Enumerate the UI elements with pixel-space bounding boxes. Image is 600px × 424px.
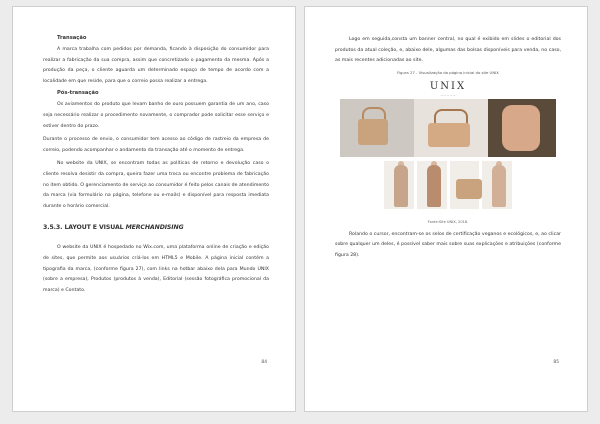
paragraph-banner: Logo em seguida,consta um banner central, no qual é exibido em slides o editorial dos produtos da atual coleção, e, abaixo dele, algumas das bolsas disponíveis para venda, no caso, as mais recentes adicionadas ao site. (335, 37, 561, 64)
product-tile[interactable] (450, 161, 480, 209)
paragraph-selos: Rolando o cursor, encontram-se os selos de certificação veganos e ecológicos, e, ao clicar sobre qualquer um deles, é possível saber mais sobre suas explicações e atribuições (conforme figura 28). (335, 231, 561, 258)
page-number: 85 (553, 360, 559, 365)
product-tiles (384, 161, 512, 209)
figure-credit: Fonte:Site UNIX, 2018. (427, 219, 469, 224)
left-page-content (43, 35, 269, 299)
right-page (304, 6, 588, 412)
left-page (12, 6, 296, 412)
paragraph-politicas: No website da UNIX, se encontram todas as políticas de retorno e devolução caso o cliente resolva desistir da compra, queira fazer uma troca ou encontre problema de fabricação no item obtido. O gerenciamento de serviço ao consumidor é feito pelos canais de atendimento da marca (via formulário na página, telefone ou e-mails) e disponível para resposta imediata durante o horário comercial. (43, 161, 269, 209)
section-title-italic: MERCHANDISING (125, 224, 184, 232)
editorial-banner (340, 99, 556, 157)
section-title: LAYOUT E VISUAL (64, 224, 124, 232)
right-page-content (335, 35, 561, 265)
model-image (502, 105, 540, 151)
paragraph-rastreio: Durante o processo de envio, o consumidor tem acesso ao código de rastreio da empresa de correio, podendo acompanhar o andamento da transação até o momento de entrega. (43, 137, 269, 153)
product-tile[interactable] (384, 161, 414, 209)
model-figure (394, 165, 408, 207)
model-figure (427, 165, 441, 207)
product-tile[interactable] (417, 161, 447, 209)
heading-transacao: Transação (57, 35, 87, 41)
figure-caption: Figura 27 - Visualização da página inicial do site UNIX (397, 69, 499, 75)
website-screenshot-figure (340, 77, 556, 217)
bag-image (456, 179, 482, 199)
model-figure (492, 165, 506, 207)
unix-logo: UNIX (429, 80, 467, 92)
banner-slide-bag-center (414, 99, 488, 157)
heading-pos-transacao: Pós-transação (57, 90, 99, 97)
page-number: 84 (261, 360, 267, 365)
paragraph-transacao: A marca trabalha com pedidos por demanda, ficando à disposição do consumidor para realizar a fabricação da sua compra, assim que concretizado o pagamento da mesma. Após a produção da peça, o cliente aguarda um determinado espaço de tempo de acordo com a localidade em que reside, para que o correio possa realizar a entrega. (43, 47, 269, 84)
bag-image (428, 123, 470, 147)
paragraph-garantia: Os aviamentos do produto que levam banho de ouro possuem garantia de um ano, caso seja necessário realizar o procedimento novamente, o comprador pode solicitar esse serviço e estiver dentro do prazo. (43, 102, 269, 129)
bag-image (358, 119, 388, 145)
banner-slide-bag-left (340, 99, 414, 157)
banner-slide-model (488, 99, 556, 157)
section-heading (43, 224, 269, 231)
nav-bar: — — — — — (440, 93, 456, 97)
product-tile[interactable] (482, 161, 512, 209)
paragraph-website: O website da UNIX é hospedado no Wix.com, uma plataforma online de criação e edição de sites, que permite aos usuários criá-los em HTML5 e Mobile. A página inicial contém a tipografia da marca, (conforme figura 27), com links na hotbar abaixo dela para Mundo UNIX (sobre a empresa), Produtos (produtos à venda), Editorial (sessão fotográfica promocional da marca) e Contato. (43, 245, 269, 293)
section-number: 3.5.3. (43, 224, 63, 232)
